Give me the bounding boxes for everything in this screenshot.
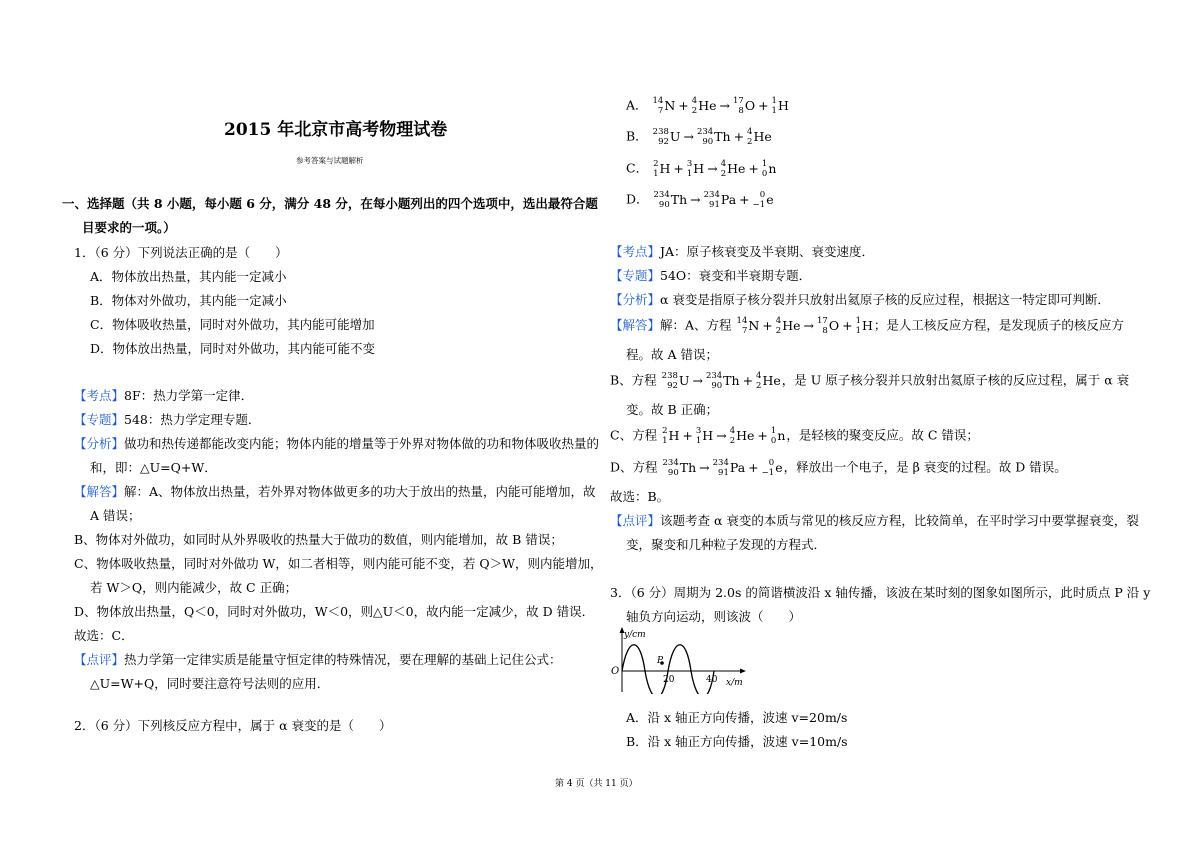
q2-jieda-a-2: 程。故 A 错误； bbox=[626, 347, 718, 362]
section-heading-2: 目要求的一项。） bbox=[82, 220, 176, 235]
page-subtitle: 参考答案与试题解析 bbox=[296, 156, 364, 165]
q1-option-b: B．物体对外做功，其内能一定减小 bbox=[90, 293, 287, 308]
q1-option-a: A．物体放出热量，其内能一定减小 bbox=[90, 269, 287, 284]
q1-fenxi-2: 和，即：△U=Q+W． bbox=[90, 460, 217, 475]
nuclide-o17: 17 8 O bbox=[732, 96, 756, 116]
q2-dianping: 【点评】该题考查 α 衰变的本质与常见的核反应方程，比较简单，在平时学习中要掌握衰变，裂 bbox=[610, 513, 1139, 528]
tick-20: 20 bbox=[663, 675, 675, 685]
q2-option-c: C． 2 1 H + 3 1 H → 4 2 He + 1 0 n bbox=[626, 159, 777, 179]
q2-jieda-b-2: 变。故 B 正确； bbox=[626, 402, 719, 417]
q1-answer: 故选：C． bbox=[74, 628, 134, 643]
nuclide-he4: 4 2 He bbox=[747, 127, 772, 147]
nuclide-h3: 3 1 H bbox=[686, 159, 705, 179]
q2-answer: 故选：B。 bbox=[610, 489, 670, 504]
q2-option-b: B． 238 92 U → 234 90 Th + 4 2 He bbox=[626, 127, 772, 147]
nuclide-he4: 4 2 He bbox=[720, 159, 746, 179]
page-title: 2015 年北京市高考物理试卷 bbox=[224, 120, 448, 140]
q1-jieda bbox=[74, 484, 596, 500]
zhuanti-text: 548：热力学定理专题． bbox=[124, 412, 261, 427]
dianping-text: 热力学第一定律实质是能量守恒定律的特殊情况，要在理解的基础上记住公式： bbox=[124, 652, 562, 667]
q3-stem-2: 轴负方向运动，则该波（ ） bbox=[626, 609, 802, 624]
q3-stem: 3．（6 分）周期为 2.0s 的简谐横波沿 x 轴传播，该波在某时刻的图象如图所示，此时质点 P 沿 y bbox=[610, 585, 1151, 600]
jieda-tag: 【解答】 bbox=[74, 484, 125, 499]
jieda-text: 解：A、物体放出热量，若外界对物体做更多的功大于放出的热量，内能可能增加，故 bbox=[124, 484, 596, 499]
fenxi-tag: 【分析】 bbox=[74, 436, 125, 451]
q1-option-c: C．物体吸收热量，同时对外做功，其内能可能增加 bbox=[90, 317, 375, 332]
tick-40: 40 bbox=[706, 675, 718, 685]
q2-dianping-2: 变，聚变和几种粒子发现的方程式． bbox=[626, 537, 827, 552]
point-p-label: P bbox=[657, 656, 664, 666]
nuclide-pa234: 234 91 Pa bbox=[703, 190, 737, 210]
q2-jieda-d: D、方程 234 90 Th → 234 91 Pa + 0 −1 e ，释放出一个电子，是 β 衰变的过程。故 D 错误。 bbox=[610, 458, 1067, 478]
q3-option-a: A．沿 x 轴正方向传播，波速 v=20m/s bbox=[626, 710, 848, 725]
nuclide-th234: 234 90 Th bbox=[696, 127, 731, 147]
q3-option-b: B．沿 x 轴正方向传播，波速 v=10m/s bbox=[626, 734, 848, 749]
y-axis-label: y/cm bbox=[624, 630, 646, 640]
zhuanti-tag: 【专题】 bbox=[74, 412, 125, 427]
wave-graph bbox=[610, 626, 760, 694]
q1-zhuanti bbox=[74, 412, 260, 428]
q2-kaodian: 【考点】JA：原子核衰变及半衰期、衰变速度． bbox=[610, 244, 875, 259]
kaodian-tag: 【考点】 bbox=[74, 388, 125, 403]
nuclide-th234: 234 90 Th bbox=[653, 190, 688, 210]
x-axis-label: x/m bbox=[726, 678, 743, 688]
q1-dianping-2: △U=W+Q，同时要注意符号法则的应用． bbox=[90, 676, 330, 691]
q2-option-a: A． 14 7 N + 4 2 He → 17 8 O + 1 1 H bbox=[626, 96, 789, 116]
q2-jieda-c: C、方程 2 1 H + 3 1 H → 4 2 He + 1 0 n ，是轻核的聚变反应。故 C 错误； bbox=[610, 426, 979, 446]
q1-option-d: D．物体放出热量，同时对外做功，其内能可能不变 bbox=[90, 341, 376, 356]
q1-jieda-3: B、物体对外做功，如同时从外界吸收的热量大于做功的数值，则内能增加，故 B 错误； bbox=[74, 532, 563, 547]
q1-stem: 1．（6 分）下列说法正确的是（ ） bbox=[74, 245, 288, 260]
q1-dianping bbox=[74, 652, 562, 668]
x-axis-arrow bbox=[740, 669, 746, 674]
dianping-tag: 【点评】 bbox=[74, 652, 125, 667]
nuclide-h1: 1 1 H bbox=[771, 96, 789, 116]
fenxi-text: 做功和热传递都能改变内能；物体内能的增量等于外界对物体做的功和物体吸收热量的 bbox=[124, 436, 600, 451]
q1-jieda-6: D、物体放出热量，Q＜0，同时对外做功，W＜0，则△U＜0，故内能一定减少，故 D 错误． bbox=[74, 604, 595, 619]
nuclide-u238: 238 92 U bbox=[652, 127, 681, 147]
q1-kaodian bbox=[74, 388, 253, 404]
q2-stem: 2．（6 分）下列核反应方程中，属于 α 衰变的是（ ） bbox=[74, 718, 392, 733]
wave-curve bbox=[622, 645, 714, 694]
q2-zhuanti: 【专题】54O：衰变和半衰期专题． bbox=[610, 268, 812, 283]
q1-jieda-2: A 错误； bbox=[90, 508, 141, 523]
nuclide-n14: 14 7 N bbox=[652, 96, 676, 116]
q2-jieda-b: B、方程 238 92 U → 234 90 Th + 4 2 He ，是 U 原子核分裂并只放射出氦原子核的反应过程，属于 α 衰 bbox=[610, 371, 1130, 391]
kaodian-text: 8F：热力学第一定律． bbox=[124, 388, 254, 403]
nuclide-electron: 0 −1 e bbox=[752, 190, 774, 210]
section-heading-1: 一、选择题（共 8 小题，每小题 6 分，满分 48 分，在每小题列出的四个选项中，选出最符合题 bbox=[62, 196, 598, 211]
q1-jieda-5: 若 W＞Q，则内能减少，故 C 正确； bbox=[90, 580, 298, 595]
q2-jieda-a: 【解答】解：A、方程 14 7 N + 4 2 He → 17 8 O + 1 1 H ；是人工核反应方程，是发现质子的核反应方 bbox=[610, 316, 1124, 336]
q1-fenxi bbox=[74, 436, 599, 452]
nuclide-h2: 2 1 H bbox=[653, 159, 671, 179]
q2-option-d: D． 234 90 Th → 234 91 Pa + 0 −1 e bbox=[626, 190, 774, 210]
page-footer: 第 4 页（共 11 页） bbox=[555, 779, 638, 789]
origin-label: O bbox=[611, 666, 620, 677]
q1-jieda-4: C、物体吸收热量，同时对外做功 W，如二者相等，则内能可能不变，若 Q＞W，则内能增加， bbox=[74, 556, 603, 571]
nuclide-neutron: 1 0 n bbox=[761, 159, 777, 179]
q2-fenxi: 【分析】α 衰变是指原子核分裂并只放射出氦原子核的反应过程，根据这一特定即可判断． bbox=[610, 292, 1110, 307]
nuclide-he4: 4 2 He bbox=[691, 96, 717, 116]
